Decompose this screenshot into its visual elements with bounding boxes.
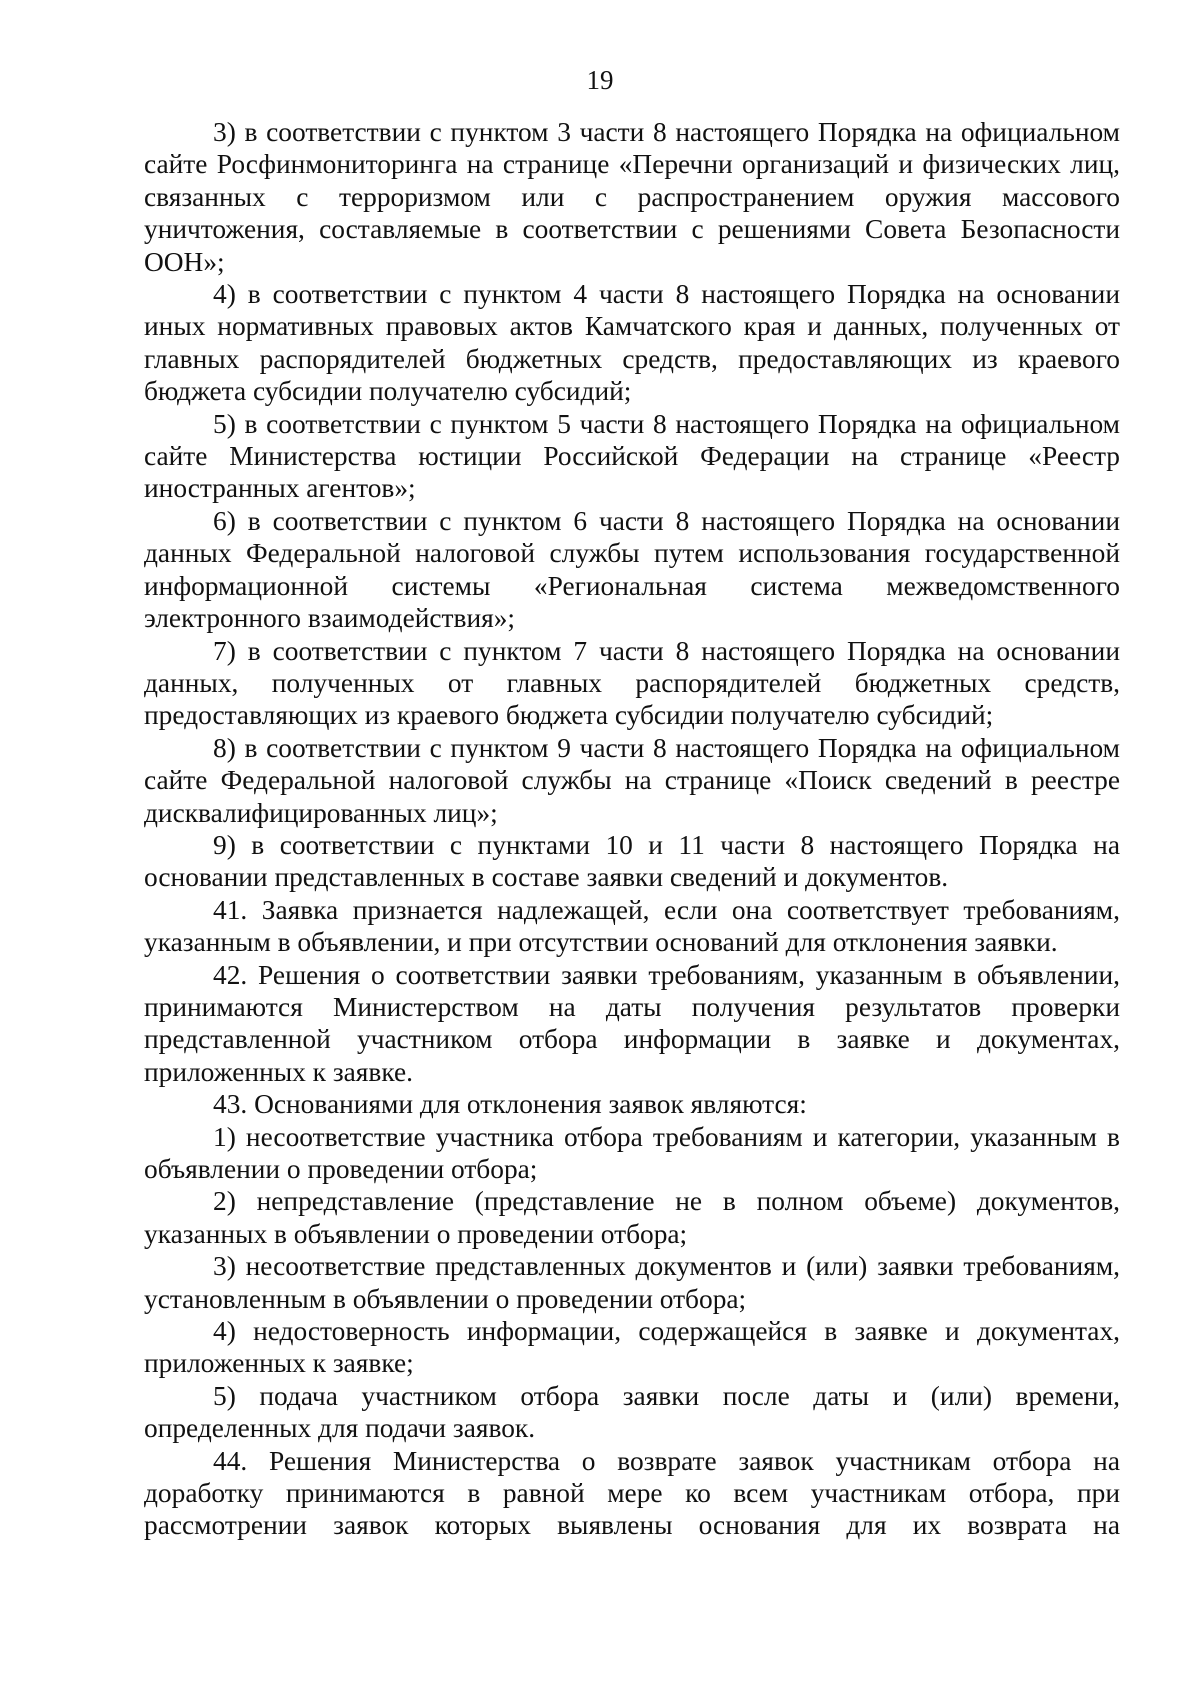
paragraph-reason-4: 4) недостоверность информации, содержащейся в заявке и документах, приложенных к заявке; bbox=[144, 1316, 1120, 1379]
paragraph-item-7: 7) в соответствии с пунктом 7 части 8 настоящего Порядка на основании данных, полученных от главных распорядителей бюджетных средств, предоставляющих из краевого бюджета субсидии получателю субсидий; bbox=[144, 635, 1120, 731]
paragraph-item-5: 5) в соответствии с пунктом 5 части 8 настоящего Порядка на официальном сайте Министерства юстиции Российской Федерации на странице «Реестр иностранных агентов»; bbox=[144, 408, 1120, 504]
paragraph-item-8: 8) в соответствии с пунктом 9 части 8 настоящего Порядка на официальном сайте Федеральной налоговой службы на странице «Поиск сведений в реестре дисквалифицированных лиц»; bbox=[144, 732, 1120, 828]
paragraph-item-9: 9) в соответствии с пунктами 10 и 11 части 8 настоящего Порядка на основании представленных в составе заявки сведений и документов. bbox=[144, 829, 1120, 893]
paragraph-reason-3: 3) несоответствие представленных документов и (или) заявки требованиям, установленным в объявлении о проведении отбора; bbox=[144, 1251, 1120, 1314]
paragraph-clause-44: 44. Решения Министерства о возврате заявок участникам отбора на доработку принимаются в равной мере ко всем участникам отбора, при рассмотрении заявок которых выявлены основания для их возврата на bbox=[144, 1445, 1120, 1541]
document-body bbox=[144, 116, 1120, 1542]
paragraph-clause-42: 42. Решения о соответствии заявки требованиям, указанным в объявлении, принимаются Министерством на даты получения результатов проверки представленной участником отбора информации в заявке и документах, приложенных к заявке. bbox=[144, 959, 1120, 1087]
paragraph-item-3: 3) в соответствии с пунктом 3 части 8 настоящего Порядка на официальном сайте Росфинмониторинга на странице «Перечни организаций и физических лиц, связанных с терроризмом или с распространением оружия массового уничтожения, составляемые в соответствии с решениями Совета Безопасности ООН»; bbox=[144, 117, 1120, 277]
paragraph-clause-43: 43. Основаниями для отклонения заявок являются: bbox=[213, 1089, 807, 1120]
paragraph-reason-2: 2) непредставление (представление не в полном объеме) документов, указанных в объявлении о проведении отбора; bbox=[144, 1186, 1120, 1249]
paragraph-item-6: 6) в соответствии с пунктом 6 части 8 настоящего Порядка на основании данных Федеральной налоговой службы путем использования государственной информационной системы «Региональная система межведомственного электронного взаимодействия»; bbox=[144, 505, 1120, 634]
paragraph-clause-41: 41. Заявка признается надлежащей, если она соответствует требованиям, указанным в объявлении, и при отсутствии оснований для отклонения заявки. bbox=[144, 894, 1120, 958]
paragraph-reason-1: 1) несоответствие участника отбора требованиям и категории, указанным в объявлении о проведении отбора; bbox=[144, 1121, 1120, 1184]
paragraph-item-4: 4) в соответствии с пунктом 4 части 8 настоящего Порядка на основании иных нормативных правовых актов Камчатского края и данных, полученных от главных распорядителей бюджетных средств, предоставляющих из краевого бюджета субсидии получателю субсидий; bbox=[144, 279, 1120, 407]
page-number: 19 bbox=[586, 65, 614, 95]
paragraph-reason-5: 5) подача участником отбора заявки после даты и (или) времени, определенных для подачи заявок. bbox=[144, 1380, 1120, 1444]
